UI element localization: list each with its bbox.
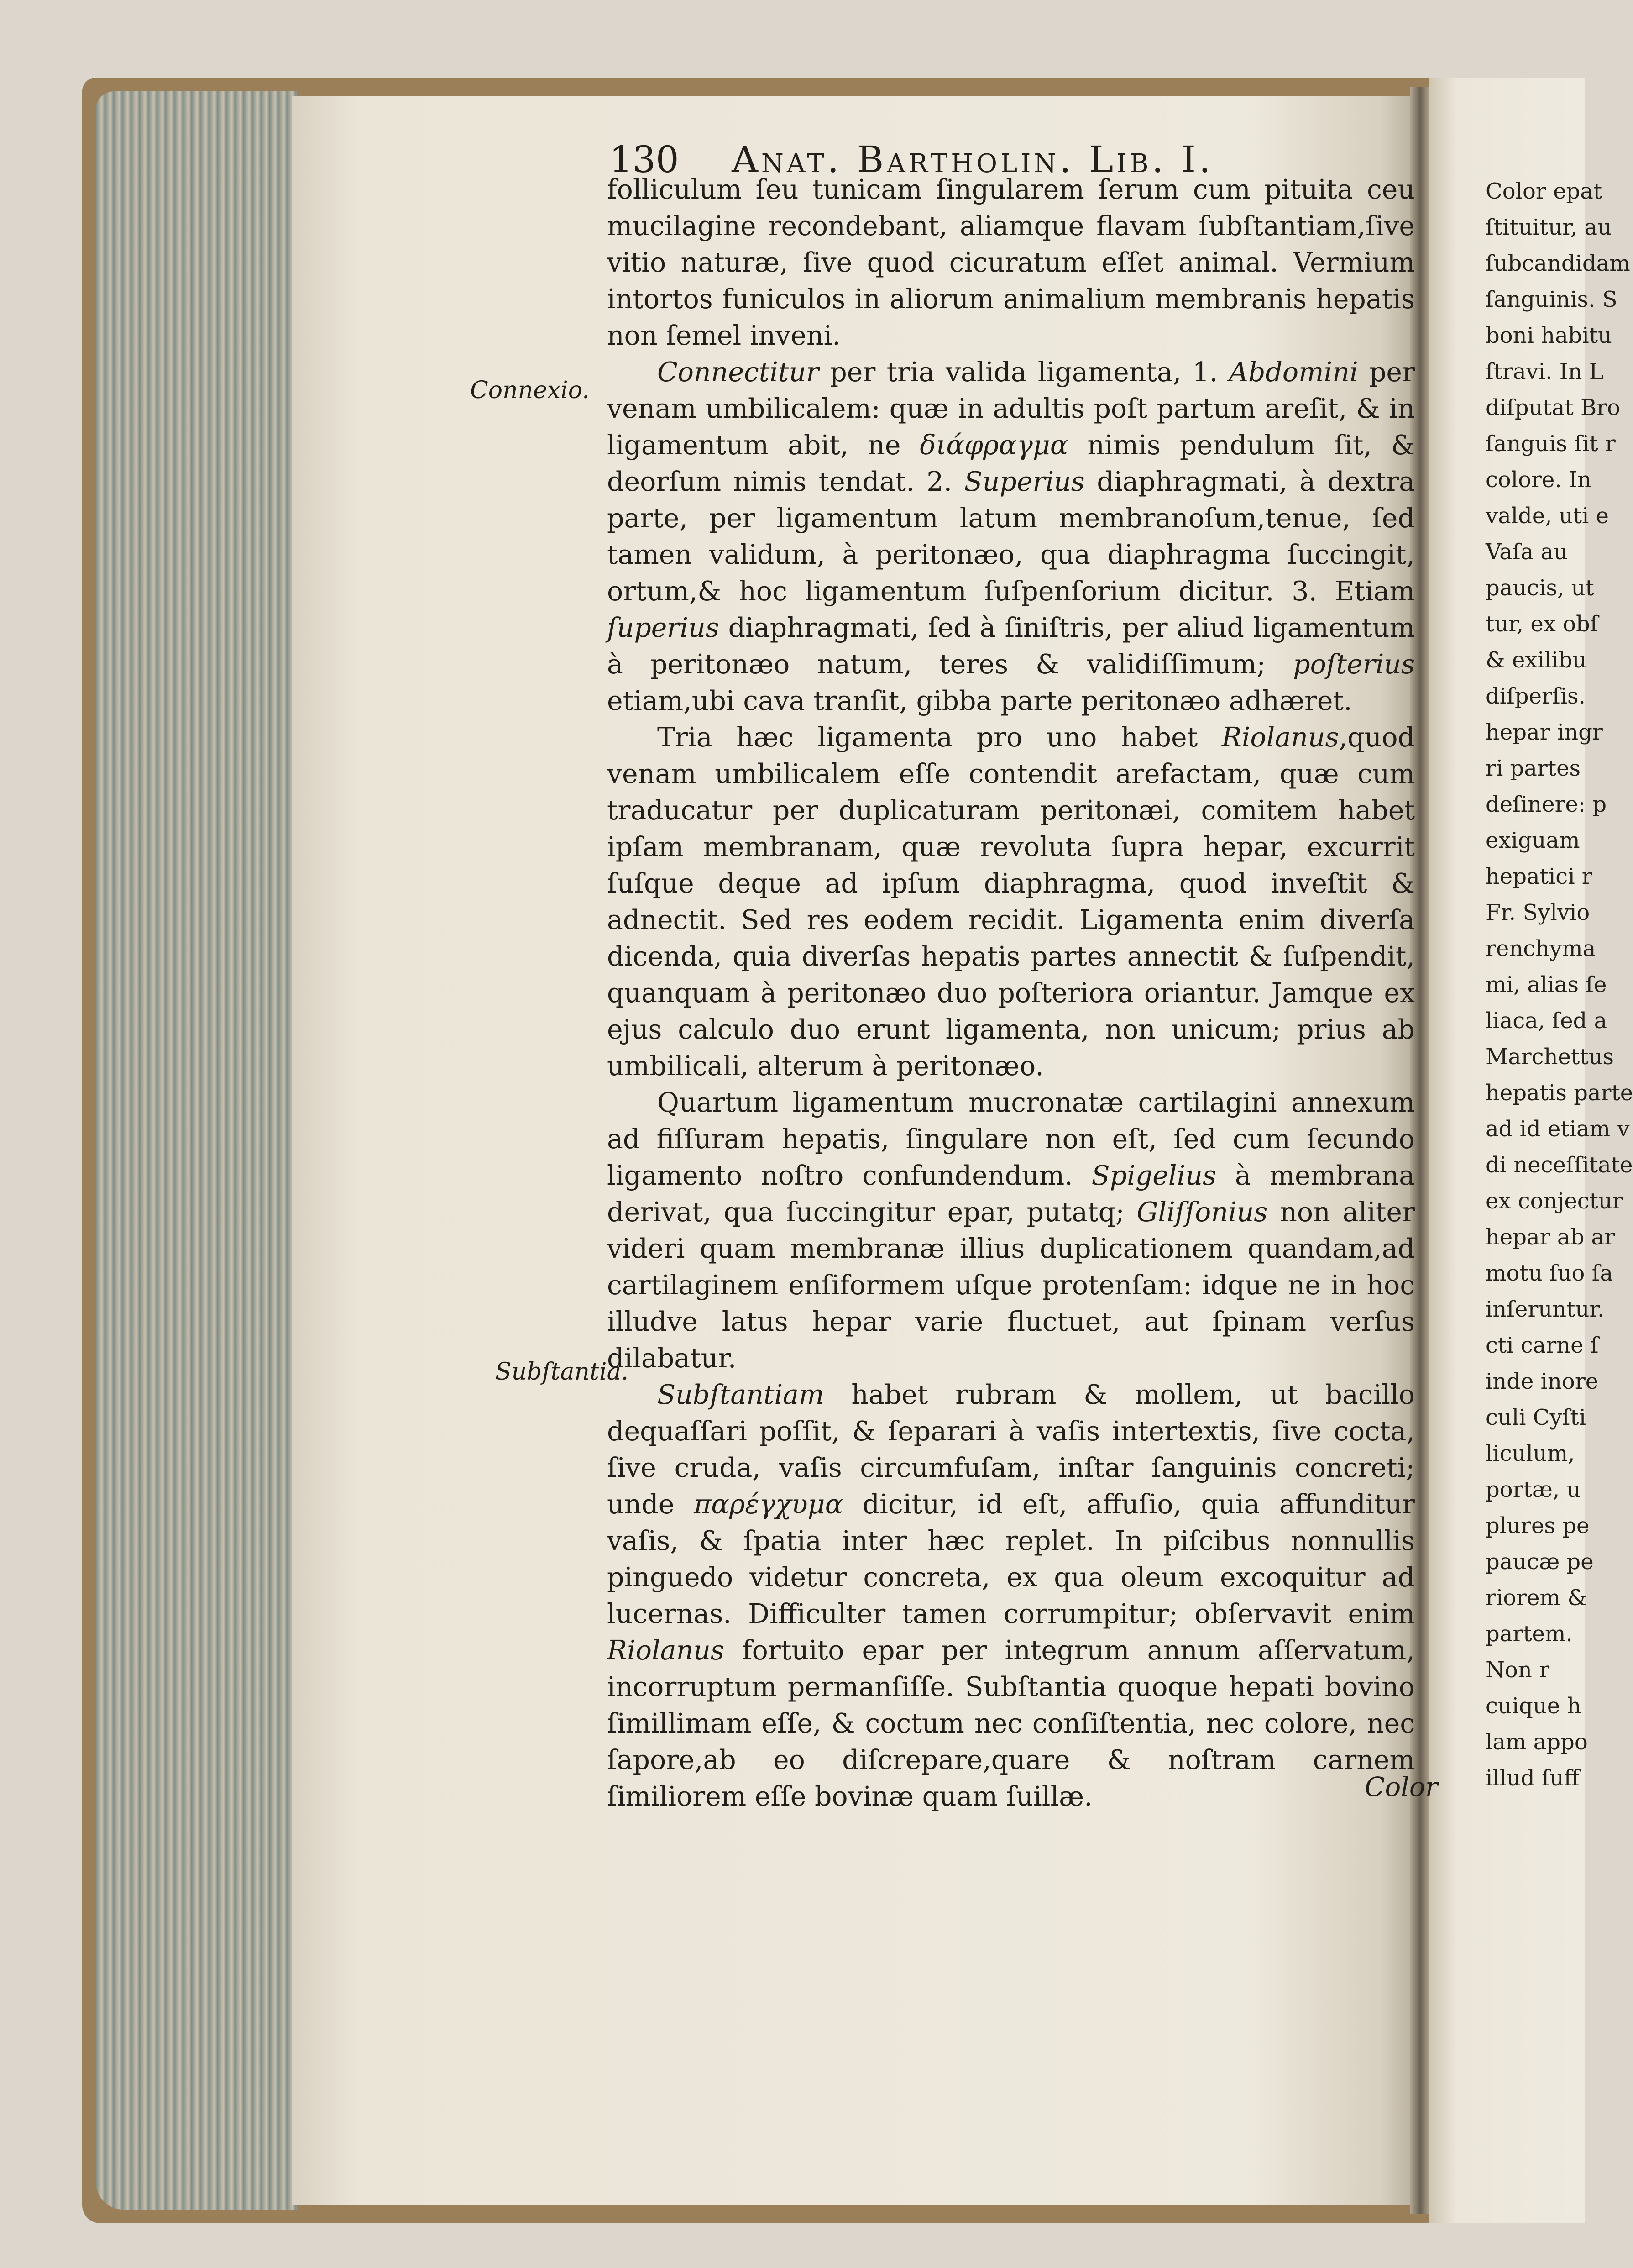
facing-page-line: Fr. Sylvio [1486,900,1590,925]
paragraph-3 [607,719,1415,1084]
text-run: à membrana derivat, qua ſuccingitur epar, putatq; [607,1160,1415,1228]
facing-page-line: hepar ingr [1486,719,1603,745]
facing-page-line: colore. In [1486,467,1591,493]
facing-page-line: deſinere: p [1486,792,1607,817]
paragraph-2 [607,354,1415,719]
text-run: per venam umbilicalem: quæ in adultis poſt partum areſit, & in ligamentum abit, ne [607,357,1415,461]
running-title: Anat. Bartholin. Lib. I. [732,138,1214,181]
text-run: fortuito epar per integrum annum aſſervatum, incorruptum permanſiſſe. Subſtantia quoque hepati bovino ſimillimam eſſe, & coctum nec conſiſtentia, nec colore, nec ſapore,ab eo diſcrepare,quare & noſtram carnem ſimiliorem eſſe bovinæ quam ſuillæ. [607,1635,1415,1812]
facing-page-line: inde inore [1486,1369,1599,1394]
facing-page-line: lam appo [1486,1729,1588,1755]
italic-term: Riolanus [1221,722,1339,753]
text-run: dicitur, id eſt, affuſio, quia affunditur vaſis, & ſpatia inter hæc replet. In piſcibus nonnullis pinguedo videtur concreta, ex qua oleum excoquitur ad lucernas. Difficulter tamen corrumpitur; obſervavit enim [607,1489,1415,1629]
text-run: per tria valida ligamenta, 1. [819,357,1229,388]
facing-page-line: Vaſa au [1486,539,1568,565]
paragraph-5 [607,1376,1415,1815]
facing-page-line: paucis, ut [1486,575,1594,601]
facing-page-line: di neceſſitate [1486,1152,1633,1178]
paragraph-4 [607,1084,1415,1376]
italic-term: Riolanus [607,1635,724,1666]
facing-page-line: partem. [1486,1621,1573,1647]
margin-note-substantia: Subſtantia. [495,1358,629,1386]
facing-page-line: cuique h [1486,1693,1581,1719]
text-column [607,171,1415,1860]
italic-term: Spigelius [1091,1160,1217,1191]
paragraph-1 [607,171,1415,354]
facing-page-line: diſperſis. [1486,683,1586,709]
catchword: Color [1365,1771,1438,1802]
italic-term: ſuperius [607,612,719,643]
facing-page-line: illud ſuff [1486,1765,1580,1791]
facing-page-text [1486,173,1633,1796]
facing-page-line: hepatis parte [1486,1080,1633,1106]
facing-page-line: ſubcandidam [1486,251,1630,276]
margin-note-connexio: Connexio. [470,377,590,404]
facing-page-line: diſputat Bro [1486,395,1621,420]
text-run: Tria hæc ligamenta pro uno habet [657,722,1222,753]
facing-page-line: cti carne ſ [1486,1333,1599,1358]
text-run: diaphragmati, ſed à ſiniſtris, per aliud ligamentum à peritonæo natum, teres & validiſſimum; [607,612,1415,680]
facing-page-line: ſtituitur, au [1486,215,1612,240]
facing-page-line: ex conjectur [1486,1188,1623,1214]
facing-page-line: plures pe [1486,1513,1590,1538]
facing-page-line: paucæ pe [1486,1549,1594,1575]
text-run: diaphragmati, à dextra parte, per ligamentum latum membranoſum,tenue, ſed tamen validum, à peritonæo, qua diaphragma ſuccingit, ortum,& hoc ligamentum ſuſpenſorium dicitur. 3. Etiam [607,466,1415,607]
italic-term: διάφραγμα [920,430,1068,461]
facing-page-line: Color epat [1486,178,1602,204]
facing-page-line: portæ, u [1486,1477,1581,1502]
facing-page-line: culi Cyſti [1486,1405,1586,1430]
italic-term: Subſtantiam [657,1379,824,1410]
italic-term: poſterius [1293,649,1415,680]
facing-page-line: inſeruntur. [1486,1297,1605,1322]
italic-term: Gliſſonius [1136,1197,1268,1228]
facing-page-line: riorem & [1486,1585,1587,1611]
page-number: 130 [609,138,679,181]
text-run: Quartum ligamentum mucronatæ cartilagini annexum ad fiſſuram hepatis, ſingulare non eſt, ſed cum ſecundo ligamento noſtro confundendum. [607,1087,1415,1191]
text-run: ,quod venam umbilicalem eſſe contendit arefactam, quæ cum traducatur per duplicaturam peritonæi, comitem habet ipſam membranam, quæ revoluta ſupra hepar, excurrit ſuſque deque ad ipſum diaphragma, quod inveſtit & adnectit. Sed res eodem recidit. Ligamenta enim diverſa dicenda, quia diverſas hepatis partes annectit & ſuſpendit, quanquam à peritonæo duo poſteriora oriantur. Jamque ex ejus calculo duo erunt ligamenta, non unicum; prius ab umbilicali, alterum à peritonæo. [607,722,1415,1082]
facing-page-line: ri partes [1486,756,1581,781]
italic-term: Abdomini [1229,357,1358,388]
page-edges [96,91,297,2210]
facing-page-line: valde, uti e [1486,503,1609,529]
facing-page-line: hepar ab ar [1486,1224,1615,1250]
italic-term: Superius [964,466,1085,497]
text-run: non aliter videri quam membranæ illius duplicationem quandam,ad cartilaginem enſiformem uſque protenſam: idque ne in hoc illudve latus hepar varie fluctuet, aut ſpinam verſus dilabatur. [607,1197,1415,1374]
facing-page-line: ad id etiam v [1486,1116,1630,1142]
facing-page-line: motu ſuo ſa [1486,1260,1613,1286]
facing-page-line: ſanguinis. S [1486,287,1617,312]
facing-page-line: tur, ex obſ [1486,611,1598,637]
facing-page-line: ſtravi. In L [1486,359,1604,384]
text-run: folliculum ſeu tunicam ſingularem ſerum cum pituita ceu mucilagine recondebant, aliamque flavam ſubſtantiam,ſive vitio naturæ, ſive quod cicuratum eſſet animal. Vermium intortos funiculos in aliorum animalium membranis hepatis non ſemel inveni. [607,174,1415,351]
text-run: nimis pendulum ſit, & deorſum nimis tendat. 2. [607,430,1415,497]
italic-term: Connectitur [657,357,819,388]
facing-page-line: ſanguis ſit r [1486,431,1616,457]
facing-page-line: & exilibu [1486,647,1587,673]
facing-page-line: hepatici r [1486,864,1592,889]
facing-page-line: Non r [1486,1657,1550,1683]
text-run: etiam,ubi cava tranſit, gibba parte peritonæo adhæret. [607,685,1352,716]
facing-page-line: exiguam [1486,828,1580,853]
facing-page-line: mi, alias ſe [1486,972,1607,997]
facing-page-line: boni habitu [1486,323,1612,348]
italic-term: παρέγχυμα [693,1489,843,1520]
text-run: habet rubram & mollem, ut bacillo dequaſſari poſſit, & ſeparari à vaſis intertextis, ſive cocta, ſive cruda, vaſis circumfuſam, inſtar ſanguinis concreti; unde [607,1379,1415,1520]
facing-page-line: renchyma [1486,936,1596,961]
facing-page-line: liculum, [1486,1441,1575,1466]
facing-page-line: Marchettus [1486,1044,1614,1070]
facing-page-line: liaca, ſed a [1486,1008,1607,1034]
